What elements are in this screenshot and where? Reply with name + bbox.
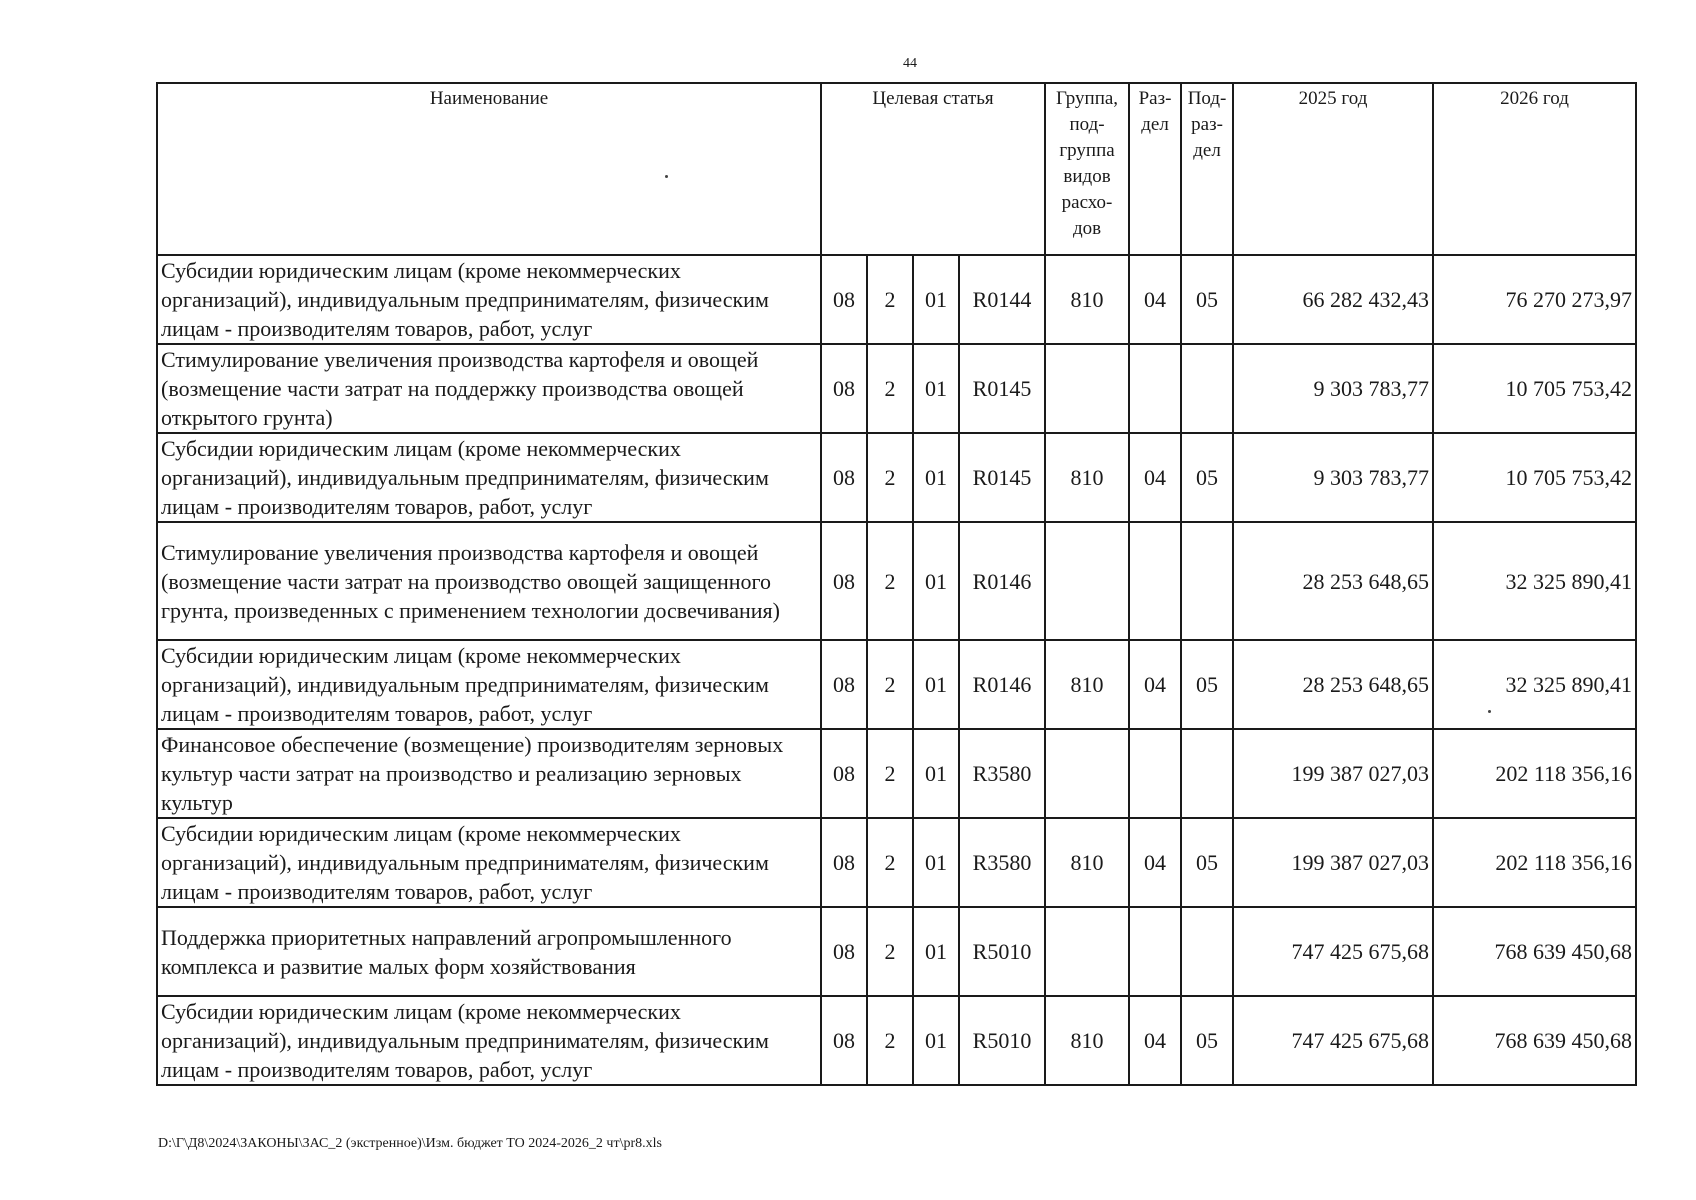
cell-subprogram: 2 bbox=[867, 522, 913, 640]
table-row bbox=[157, 344, 1636, 433]
scan-speck bbox=[665, 175, 668, 178]
cell-measure: 01 bbox=[913, 433, 959, 522]
cell-subprogram: 2 bbox=[867, 818, 913, 907]
cell-program: 08 bbox=[821, 907, 867, 996]
cell-program: 08 bbox=[821, 729, 867, 818]
cell-subprogram: 2 bbox=[867, 344, 913, 433]
cell-expense-group: 810 bbox=[1045, 433, 1129, 522]
cell-year-2025: 9 303 783,77 bbox=[1233, 344, 1433, 433]
cell-year-2025: 747 425 675,68 bbox=[1233, 907, 1433, 996]
cell-direction-code: R3580 bbox=[959, 818, 1045, 907]
cell-year-2025: 199 387 027,03 bbox=[1233, 729, 1433, 818]
cell-subprogram: 2 bbox=[867, 729, 913, 818]
cell-year-2025: 66 282 432,43 bbox=[1233, 255, 1433, 344]
header-name: Наименование bbox=[157, 83, 821, 255]
cell-program: 08 bbox=[821, 344, 867, 433]
cell-subprogram: 2 bbox=[867, 255, 913, 344]
header-subsection: Под- раз- дел bbox=[1181, 83, 1233, 255]
cell-direction-code: R5010 bbox=[959, 907, 1045, 996]
cell-year-2025: 9 303 783,77 bbox=[1233, 433, 1433, 522]
cell-year-2025: 199 387 027,03 bbox=[1233, 818, 1433, 907]
cell-direction-code: R0144 bbox=[959, 255, 1045, 344]
cell-year-2026: 202 118 356,16 bbox=[1433, 818, 1636, 907]
table-row bbox=[157, 522, 1636, 640]
cell-section bbox=[1129, 522, 1181, 640]
header-target-article: Целевая статья bbox=[821, 83, 1045, 255]
cell-subprogram: 2 bbox=[867, 996, 913, 1085]
cell-name: Стимулирование увеличения производства картофеля и овощей (возмещение части затрат на производство овощей защищенного грунта, произведенных с применением технологии досвечивания) bbox=[157, 522, 821, 640]
cell-direction-code: R0145 bbox=[959, 344, 1045, 433]
header-year-2026: 2026 год bbox=[1433, 83, 1636, 255]
cell-name: Финансовое обеспечение (возмещение) производителям зерновых культур части затрат на производство и реализацию зерновых культур bbox=[157, 729, 821, 818]
cell-section: 04 bbox=[1129, 996, 1181, 1085]
cell-section bbox=[1129, 729, 1181, 818]
cell-name: Субсидии юридическим лицам (кроме некоммерческих организаций), индивидуальным предпринимателям, физическим лицам - производителям товаров, работ, услуг bbox=[157, 433, 821, 522]
cell-expense-group: 810 bbox=[1045, 640, 1129, 729]
header-section: Раз- дел bbox=[1129, 83, 1181, 255]
cell-subsection: 05 bbox=[1181, 818, 1233, 907]
cell-expense-group bbox=[1045, 522, 1129, 640]
cell-year-2025: 747 425 675,68 bbox=[1233, 996, 1433, 1085]
cell-year-2026: 10 705 753,42 bbox=[1433, 433, 1636, 522]
table-row bbox=[157, 640, 1636, 729]
cell-subsection: 05 bbox=[1181, 996, 1233, 1085]
page-number: 44 bbox=[903, 56, 917, 71]
cell-name: Субсидии юридическим лицам (кроме некоммерческих организаций), индивидуальным предпринимателям, физическим лицам - производителям товаров, работ, услуг bbox=[157, 640, 821, 729]
cell-direction-code: R0145 bbox=[959, 433, 1045, 522]
cell-measure: 01 bbox=[913, 729, 959, 818]
cell-measure: 01 bbox=[913, 640, 959, 729]
cell-program: 08 bbox=[821, 996, 867, 1085]
cell-expense-group bbox=[1045, 729, 1129, 818]
table-row bbox=[157, 818, 1636, 907]
cell-expense-group: 810 bbox=[1045, 255, 1129, 344]
cell-subsection bbox=[1181, 344, 1233, 433]
cell-expense-group: 810 bbox=[1045, 996, 1129, 1085]
cell-measure: 01 bbox=[913, 996, 959, 1085]
cell-section bbox=[1129, 907, 1181, 996]
footer-file-path: D:\Г\Д8\2024\ЗАКОНЫ\ЗАС_2 (экстренное)\Изм. бюджет ТО 2024-2026_2 чт\pr8.xls bbox=[158, 1136, 662, 1151]
cell-direction-code: R0146 bbox=[959, 640, 1045, 729]
cell-expense-group: 810 bbox=[1045, 818, 1129, 907]
cell-section bbox=[1129, 344, 1181, 433]
cell-year-2026: 202 118 356,16 bbox=[1433, 729, 1636, 818]
cell-year-2026: 32 325 890,41 bbox=[1433, 522, 1636, 640]
cell-program: 08 bbox=[821, 818, 867, 907]
cell-subprogram: 2 bbox=[867, 907, 913, 996]
budget-table bbox=[156, 82, 1637, 1086]
cell-name: Поддержка приоритетных направлений агропромышленного комплекса и развитие малых форм хозяйствования bbox=[157, 907, 821, 996]
table-row bbox=[157, 907, 1636, 996]
cell-year-2026: 768 639 450,68 bbox=[1433, 996, 1636, 1085]
cell-section: 04 bbox=[1129, 255, 1181, 344]
cell-program: 08 bbox=[821, 433, 867, 522]
cell-expense-group bbox=[1045, 907, 1129, 996]
cell-section: 04 bbox=[1129, 640, 1181, 729]
cell-measure: 01 bbox=[913, 818, 959, 907]
cell-subsection bbox=[1181, 907, 1233, 996]
cell-subsection: 05 bbox=[1181, 640, 1233, 729]
cell-measure: 01 bbox=[913, 344, 959, 433]
cell-program: 08 bbox=[821, 522, 867, 640]
cell-year-2026: 32 325 890,41 bbox=[1433, 640, 1636, 729]
table-row bbox=[157, 729, 1636, 818]
cell-measure: 01 bbox=[913, 907, 959, 996]
cell-name: Субсидии юридическим лицам (кроме некоммерческих организаций), индивидуальным предпринимателям, физическим лицам - производителям товаров, работ, услуг bbox=[157, 996, 821, 1085]
cell-direction-code: R0146 bbox=[959, 522, 1045, 640]
cell-subsection bbox=[1181, 729, 1233, 818]
table-row bbox=[157, 433, 1636, 522]
cell-year-2025: 28 253 648,65 bbox=[1233, 522, 1433, 640]
cell-subsection: 05 bbox=[1181, 433, 1233, 522]
cell-subprogram: 2 bbox=[867, 433, 913, 522]
table-header-row bbox=[157, 83, 1636, 255]
cell-expense-group bbox=[1045, 344, 1129, 433]
cell-name: Стимулирование увеличения производства картофеля и овощей (возмещение части затрат на поддержку производства овощей открытого грунта) bbox=[157, 344, 821, 433]
cell-measure: 01 bbox=[913, 255, 959, 344]
header-year-2025: 2025 год bbox=[1233, 83, 1433, 255]
cell-subsection: 05 bbox=[1181, 255, 1233, 344]
cell-subsection bbox=[1181, 522, 1233, 640]
cell-year-2026: 76 270 273,97 bbox=[1433, 255, 1636, 344]
cell-measure: 01 bbox=[913, 522, 959, 640]
scan-speck bbox=[1488, 710, 1491, 713]
cell-subprogram: 2 bbox=[867, 640, 913, 729]
header-expense-group: Группа, под- группа видов расхо- дов bbox=[1045, 83, 1129, 255]
cell-section: 04 bbox=[1129, 433, 1181, 522]
cell-year-2026: 768 639 450,68 bbox=[1433, 907, 1636, 996]
table-row bbox=[157, 996, 1636, 1085]
cell-name: Субсидии юридическим лицам (кроме некоммерческих организаций), индивидуальным предпринимателям, физическим лицам - производителям товаров, работ, услуг bbox=[157, 255, 821, 344]
cell-year-2025: 28 253 648,65 bbox=[1233, 640, 1433, 729]
cell-program: 08 bbox=[821, 640, 867, 729]
table-row bbox=[157, 255, 1636, 344]
cell-name: Субсидии юридическим лицам (кроме некоммерческих организаций), индивидуальным предпринимателям, физическим лицам - производителям товаров, работ, услуг bbox=[157, 818, 821, 907]
cell-program: 08 bbox=[821, 255, 867, 344]
cell-direction-code: R3580 bbox=[959, 729, 1045, 818]
cell-year-2026: 10 705 753,42 bbox=[1433, 344, 1636, 433]
cell-direction-code: R5010 bbox=[959, 996, 1045, 1085]
cell-section: 04 bbox=[1129, 818, 1181, 907]
